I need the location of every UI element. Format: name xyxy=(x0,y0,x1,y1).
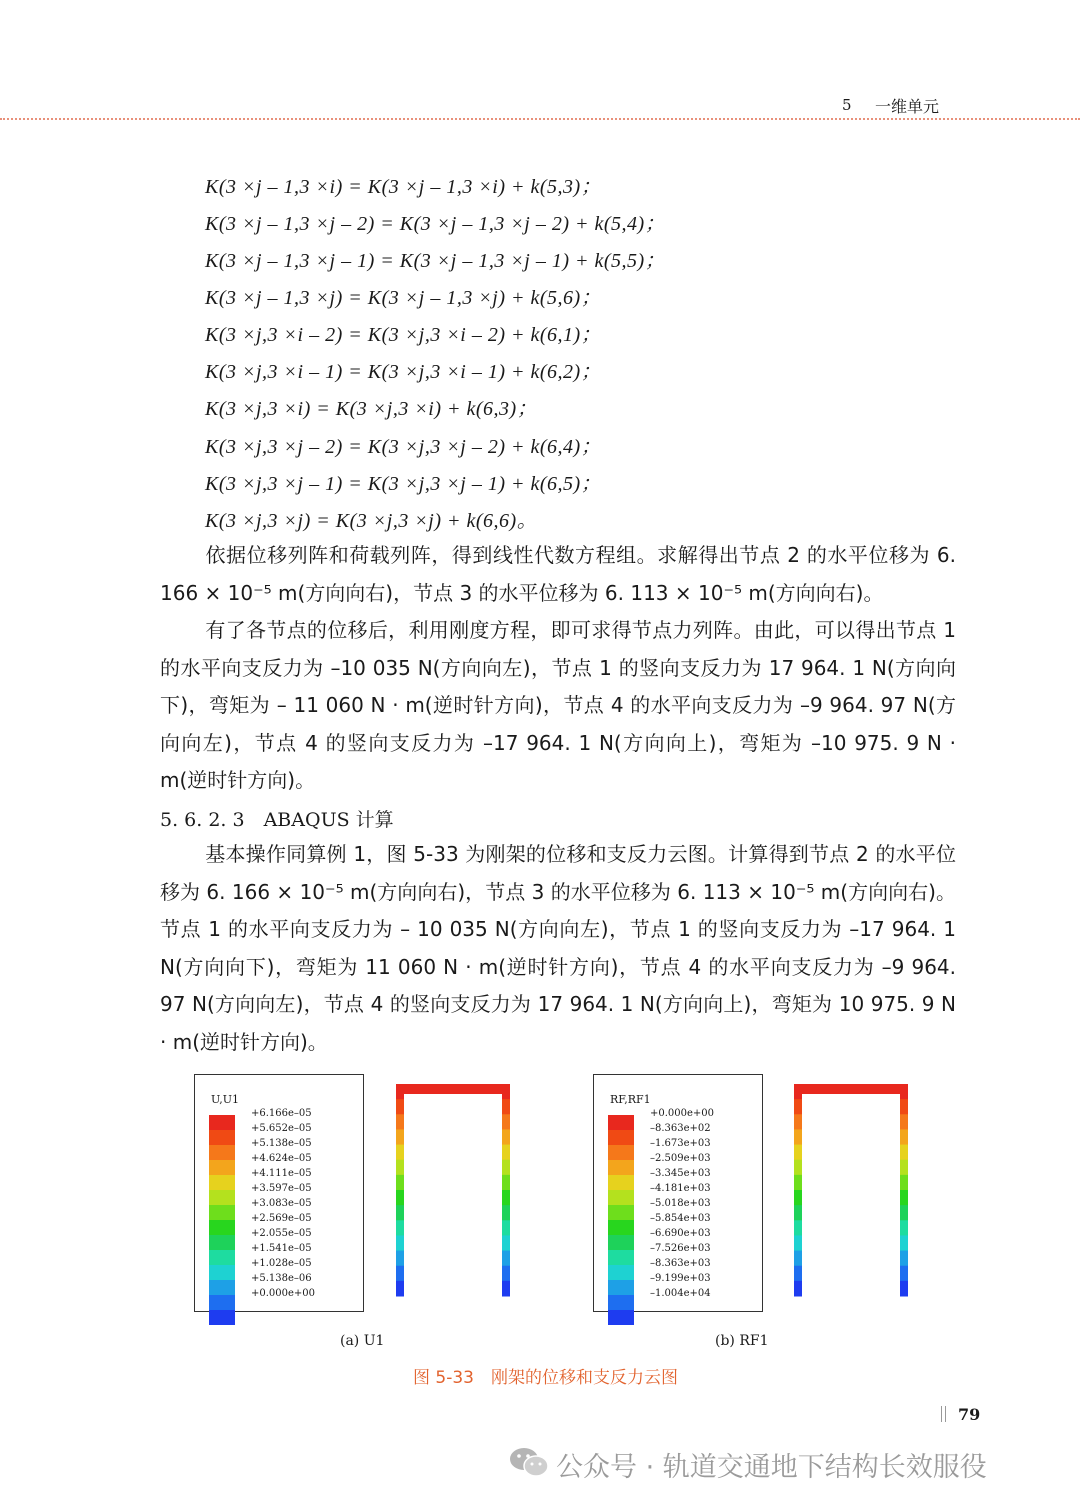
left-column-segment xyxy=(794,1175,802,1191)
beam-element xyxy=(396,1084,510,1094)
left-column-segment xyxy=(396,1235,404,1251)
legend-value-text: –8.363e+02 xyxy=(650,1123,711,1134)
left-column-segment xyxy=(794,1281,802,1297)
right-column-segment xyxy=(502,1266,510,1282)
beam-element xyxy=(794,1084,908,1094)
right-column-segment xyxy=(900,1175,908,1191)
left-column-segment xyxy=(396,1160,404,1176)
right-column-segment xyxy=(502,1099,510,1115)
right-column-segment xyxy=(502,1220,510,1236)
left-column-segment xyxy=(396,1175,404,1191)
legend-value-text: +4.624e–05 xyxy=(251,1153,312,1164)
legend-panel-u1 xyxy=(194,1074,364,1312)
legend-color xyxy=(608,1310,634,1325)
right-column-segment xyxy=(502,1281,510,1297)
legend-value-text: +5.138e–06 xyxy=(251,1273,312,1284)
legend-value xyxy=(209,1288,409,1310)
page-bar xyxy=(941,1406,946,1422)
right-column-segment xyxy=(502,1205,510,1221)
left-column-segment xyxy=(794,1129,802,1145)
legend-label: RF,RF1 xyxy=(610,1093,651,1106)
legend-value-text: –1.004e+04 xyxy=(650,1288,711,1299)
right-column-segment xyxy=(900,1220,908,1236)
equation-9: K(3 ×j,3 ×j – 1) = K(3 ×j,3 ×j – 1) + k(6,5)； xyxy=(205,473,602,495)
left-column-segment xyxy=(794,1205,802,1221)
left-column-segment xyxy=(794,1145,802,1161)
right-column-segment xyxy=(900,1190,908,1206)
header-divider xyxy=(0,118,1080,120)
right-column-segment xyxy=(502,1084,510,1100)
legend-value-text: –7.526e+03 xyxy=(650,1243,711,1254)
legend-panel-rf1 xyxy=(593,1074,763,1312)
right-column-segment xyxy=(502,1235,510,1251)
left-column-segment xyxy=(396,1145,404,1161)
right-column-segment xyxy=(900,1114,908,1130)
right-column-segment xyxy=(900,1251,908,1267)
right-column-segment xyxy=(900,1129,908,1145)
equation-10: K(3 ×j,3 ×j) = K(3 ×j,3 ×j) + k(6,6)。 xyxy=(205,510,538,532)
left-column-segment xyxy=(794,1251,802,1267)
legend-value-text: +5.138e–05 xyxy=(251,1138,312,1149)
left-column-segment xyxy=(794,1190,802,1206)
legend-value-text: +6.166e–05 xyxy=(251,1108,312,1119)
running-header xyxy=(0,92,1080,118)
right-column-segment xyxy=(502,1190,510,1206)
left-column-segment xyxy=(794,1266,802,1282)
legend-swatch xyxy=(209,1310,409,1325)
legend-value-text: +3.597e–05 xyxy=(251,1183,312,1194)
legend-swatch xyxy=(608,1310,808,1325)
equation-1: K(3 ×j – 1,3 ×i) = K(3 ×j – 1,3 ×i) + k(5,3)； xyxy=(205,176,602,198)
left-column-segment xyxy=(396,1266,404,1282)
left-column-segment xyxy=(396,1251,404,1267)
left-column-segment xyxy=(396,1129,404,1145)
legend-value-text: –2.509e+03 xyxy=(650,1153,711,1164)
legend-value-text: +1.541e–05 xyxy=(251,1243,312,1254)
right-column-segment xyxy=(900,1145,908,1161)
legend-value-text: +3.083e–05 xyxy=(251,1198,312,1209)
right-column-segment xyxy=(900,1205,908,1221)
legend-value-text: –6.690e+03 xyxy=(650,1228,711,1239)
right-column-segment xyxy=(502,1160,510,1176)
paragraph-solution xyxy=(160,537,956,612)
right-column-segment xyxy=(900,1084,908,1100)
left-column-segment xyxy=(794,1099,802,1115)
paragraph-abaqus xyxy=(160,836,956,1061)
legend-value-text: +4.111e–05 xyxy=(251,1168,312,1179)
legend-value-text: +2.569e–05 xyxy=(251,1213,312,1224)
equation-6: K(3 ×j,3 ×i – 1) = K(3 ×j,3 ×i – 1) + k(6,2)； xyxy=(205,361,602,383)
right-column-segment xyxy=(900,1281,908,1297)
legend-value xyxy=(608,1288,808,1310)
paragraph-reactions xyxy=(160,612,956,800)
legend-value-text: –1.673e+03 xyxy=(650,1138,711,1149)
right-column-segment xyxy=(502,1114,510,1130)
left-column-segment xyxy=(396,1099,404,1115)
legend-value-text: +0.000e+00 xyxy=(251,1288,316,1299)
equation-4: K(3 ×j – 1,3 ×j) = K(3 ×j – 1,3 ×j) + k(5,6)； xyxy=(205,287,602,309)
paragraph-text: 有了各节点的位移后，利用刚度方程，即可求得节点力列阵。由此，可以得出节点 1 的水平向支反力为 –10 035 N(方向向左)，节点 1 的竖向支反力为 17 964. 1 N(方向向下)，弯矩为 – 11 060 N · m(逆时针方向)，节点 4 的水平向支反力为 –9 964. 97 N(方向向左)，节点 4 的竖向支反力为 –17 964. 1 N(方向向上)，弯矩为 –10 975. 9 N · m(逆时针方向)。 xyxy=(160,618,956,792)
legend-value-text: +0.000e+00 xyxy=(650,1108,715,1119)
equation-8: K(3 ×j,3 ×j – 2) = K(3 ×j,3 ×j – 2) + k(6,4)； xyxy=(205,436,602,458)
figure-title: 图 5-33 刚架的位移和支反力云图 xyxy=(413,1368,678,1388)
equation-2: K(3 ×j – 1,3 ×j – 2) = K(3 ×j – 1,3 ×j – 2) + k(5,4)； xyxy=(205,213,666,235)
legend-value-text: –5.854e+03 xyxy=(650,1213,711,1224)
left-column-segment xyxy=(396,1114,404,1130)
legend-value-text: +5.652e–05 xyxy=(251,1123,312,1134)
left-column-segment xyxy=(396,1281,404,1297)
paragraph-text: 依据位移列阵和荷载列阵，得到线性代数方程组。求解得出节点 2 的水平位移为 6. 166 × 10⁻⁵ m(方向向右)，节点 3 的水平位移为 6. 113 × 10⁻⁵ m(方向向右)。 xyxy=(160,543,956,605)
right-column-segment xyxy=(900,1235,908,1251)
left-column-segment xyxy=(794,1235,802,1251)
right-column-segment xyxy=(502,1129,510,1145)
legend-value-text: +1.028e–05 xyxy=(251,1258,312,1269)
right-column-segment xyxy=(900,1099,908,1115)
equation-7: K(3 ×j,3 ×i) = K(3 ×j,3 ×i) + k(6,3)； xyxy=(205,398,538,420)
chapter-number: 5 xyxy=(842,96,852,114)
legend-value-text: –9.199e+03 xyxy=(650,1273,711,1284)
legend-value-text: –5.018e+03 xyxy=(650,1198,711,1209)
section-heading: 5. 6. 2. 3 ABAQUS 计算 xyxy=(160,809,394,831)
legend-value-text: –8.363e+03 xyxy=(650,1258,711,1269)
left-column-segment xyxy=(396,1084,404,1100)
right-column-segment xyxy=(502,1251,510,1267)
equation-5: K(3 ×j,3 ×i – 2) = K(3 ×j,3 ×i – 2) + k(6,1)； xyxy=(205,324,602,346)
legend-value-text: –3.345e+03 xyxy=(650,1168,711,1179)
paragraph-text: 基本操作同算例 1，图 5-33 为刚架的位移和支反力云图。计算得到节点 2 的水平位移为 6. 166 × 10⁻⁵ m(方向向右)，节点 3 的水平位移为 6. 113 × 10⁻⁵ m(方向向右)。节点 1 的水平向支反力为 – 10 035 N(方向向左)，节点 1 的竖向支反力为 –17 964. 1 N(方向向下)，弯矩为 11 060 N · m(逆时针方向)，节点 4 的水平向支反力为 –9 964. 97 N(方向向左)，节点 4 的竖向支反力为 17 964. 1 N(方向向上)，弯矩为 10 975. 9 N · m(逆时针方向)。 xyxy=(160,842,956,1054)
left-column-segment xyxy=(794,1160,802,1176)
right-column-segment xyxy=(502,1175,510,1191)
left-column-segment xyxy=(396,1220,404,1236)
frame-contour-u1 xyxy=(392,1080,517,1302)
frame-contour-rf1 xyxy=(790,1080,915,1302)
left-column-segment xyxy=(794,1084,802,1100)
wechat-icon xyxy=(508,1445,550,1479)
left-column-segment xyxy=(396,1205,404,1221)
right-column-segment xyxy=(502,1145,510,1161)
right-column-segment xyxy=(900,1266,908,1282)
page-number: 79 xyxy=(958,1405,981,1424)
legend-value-text: –4.181e+03 xyxy=(650,1183,711,1194)
right-column-segment xyxy=(900,1160,908,1176)
subcaption-b: (b) RF1 xyxy=(715,1333,769,1349)
legend-color xyxy=(209,1310,235,1325)
left-column-segment xyxy=(794,1114,802,1130)
chapter-title: 一维单元 xyxy=(875,97,940,116)
watermark-text: 公众号 · 轨道交通地下结构长效服役 xyxy=(556,1452,987,1483)
equation-3: K(3 ×j – 1,3 ×j – 1) = K(3 ×j – 1,3 ×j – 1) + k(5,5)； xyxy=(205,250,666,272)
left-column-segment xyxy=(396,1190,404,1206)
legend-label: U,U1 xyxy=(211,1093,240,1106)
subcaption-a: (a) U1 xyxy=(340,1333,385,1349)
left-column-segment xyxy=(794,1220,802,1236)
legend-value-text: +2.055e–05 xyxy=(251,1228,312,1239)
